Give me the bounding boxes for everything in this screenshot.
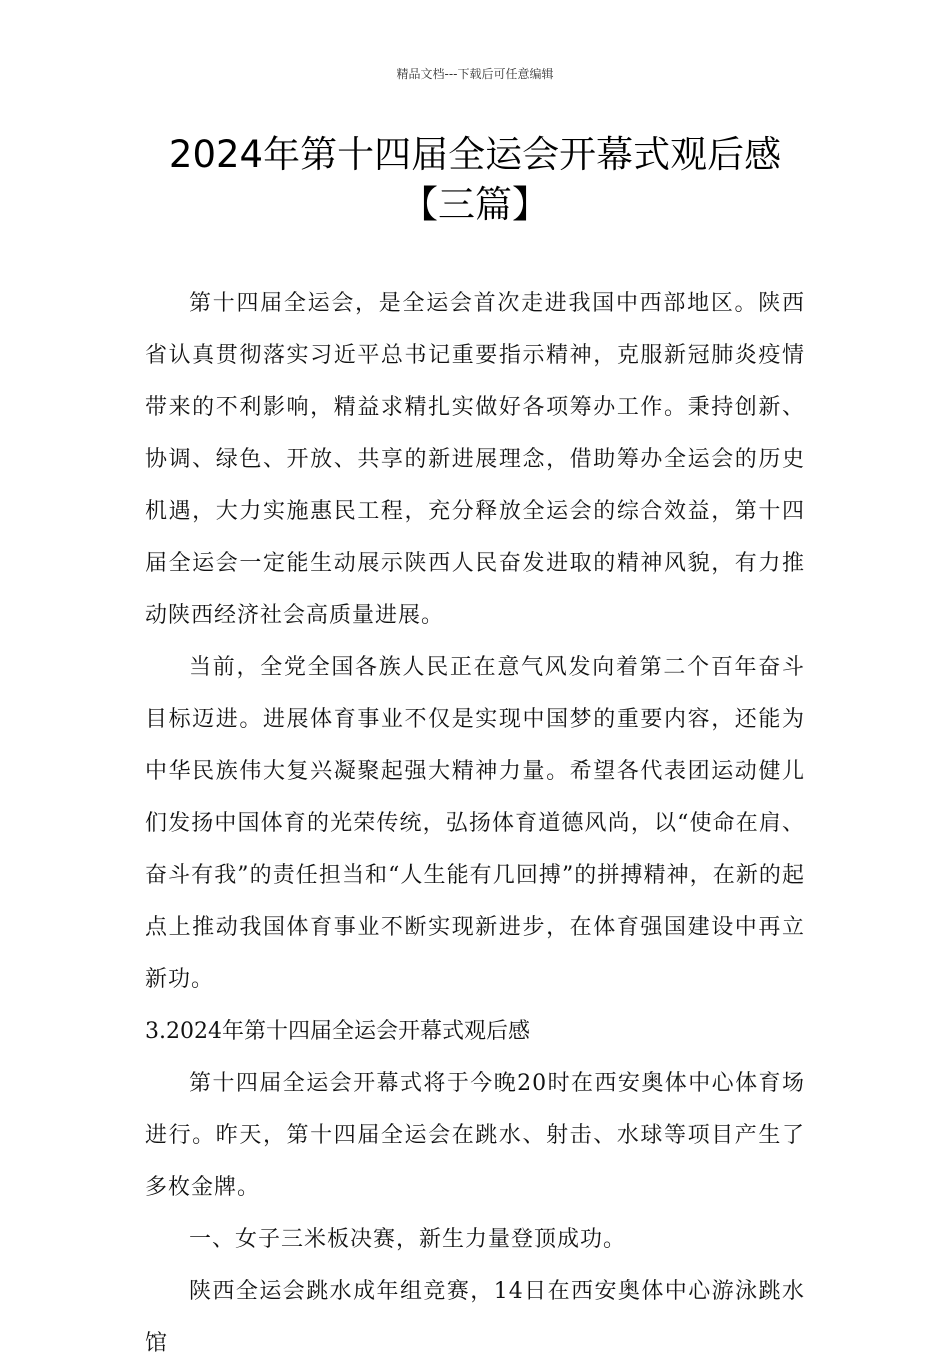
paragraph-2: 当前，全党全国各族人民正在意气风发向着第二个百年奋斗目标迈进。进展体育事业不仅是实现中国梦的重要内容，还能为中华民族伟大复兴凝聚起强大精神力量。希望各代表团运动健儿们发扬中国体育的光荣传统，弘扬体育道德风尚，以“使命在肩、奋斗有我”的责任担当和“人生能有几回搏”的拼搏精神，在新的起点上推动我国体育事业不断实现新进步，在体育强国建设中再立新功。 — [145, 655, 805, 992]
document-title-line-1: 2024年第十四届全运会开幕式观后感 — [168, 133, 782, 176]
document-title-line-2: 【三篇】 — [401, 183, 549, 226]
document-title — [100, 130, 850, 230]
page-header-note: 精品文档---下载后可任意编辑 — [396, 67, 554, 81]
paragraph-1: 第十四届全运会，是全运会首次走进我国中西部地区。陕西省认真贯彻落实习近平总书记重要指示精神，克服新冠肺炎疫情带来的不利影响，精益求精扎实做好各项筹办工作。秉持创新、协调、绿色、开放、共享的新进展理念，借助筹办全运会的历史机遇，大力实施惠民工程，充分释放全运会的综合效益，第十四届全运会一定能生动展示陕西人民奋发进取的精神风貌，有力推动陕西经济社会高质量进展。 — [145, 291, 805, 628]
paragraph-3: 第十四届全运会开幕式将于今晚20时在西安奥体中心体育场进行。昨天，第十四届全运会在跳水、射击、水球等项目产生了多枚金牌。 — [145, 1071, 805, 1200]
subsection-heading-1: 一、女子三米板决赛，新生力量登顶成功。 — [189, 1227, 627, 1252]
document-body — [145, 278, 805, 1370]
paragraph-4: 陕西全运会跳水成年组竞赛，14日在西安奥体中心游泳跳水馆 — [145, 1279, 805, 1356]
section-heading-3: 3.2024年第十四届全运会开幕式观后感 — [145, 1019, 530, 1044]
